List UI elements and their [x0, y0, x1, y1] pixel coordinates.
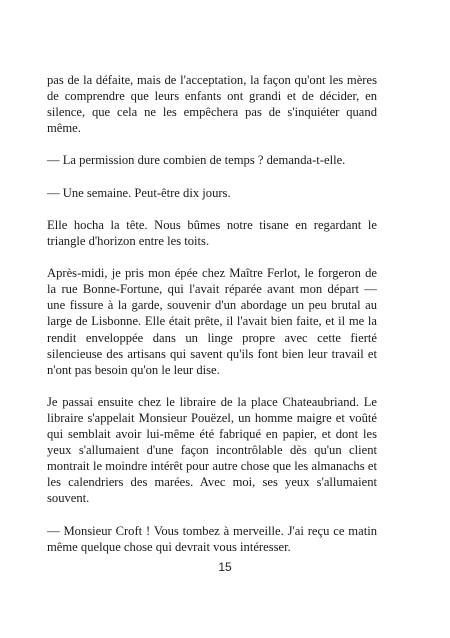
paragraph-continuation: pas de la défaite, mais de l'acceptation, la façon qu'ont les mères de comprendre que leurs enfants ont grandi et de décider, en silence, que cela ne les empêchera pas de s'inquiéter quand même.	[47, 73, 377, 136]
paragraph-libraire: Je passai ensuite chez le libraire de la place Chateaubriand. Le libraire s'appelait Monsieur Pouëzel, un homme maigre et voûté qui semblait avoir lui-même été fabriqué en papier, et dont les yeux s'allumaient d'une façon incontrôlable dès qu'un client montrait le moindre intérêt pour autre chose que les almanachs et les calendriers des marées. Avec moi, ses yeux s'allumaient souvent.	[47, 394, 377, 506]
paragraph-forgeron: Après-midi, je pris mon épée chez Maître Ferlot, le forgeron de la rue Bonne-Fortune, qui l'avait réparée avant mon départ — une fissure à la garde, souvenir d'un abordage un peu brutal au large de Lisbonne. Elle était prête, il l'avait bien faite, et il me la rendit enveloppée dans un linge propre avec cette fierté silencieuse des artisans qui savent qu'ils font bien leur travail et n'ont pas besoin qu'on le leur dise.	[47, 266, 377, 377]
body-text	[47, 72, 377, 555]
page-number: 15	[218, 560, 232, 574]
paragraph-tisane: Elle hocha la tête. Nous bûmes notre tisane en regardant le triangle d'horizon entre les toits.	[47, 217, 377, 248]
paragraph-dialogue-answer: — Une semaine. Peut-être dix jours.	[47, 185, 231, 200]
paragraph-dialogue-question: — La permission dure combien de temps ? demanda-t-elle.	[47, 153, 346, 168]
paragraph-dialogue-libraire: — Monsieur Croft ! Vous tombez à merveille. J'ai reçu ce matin même quelque chose qui devrait vous intéresser.	[47, 523, 377, 554]
